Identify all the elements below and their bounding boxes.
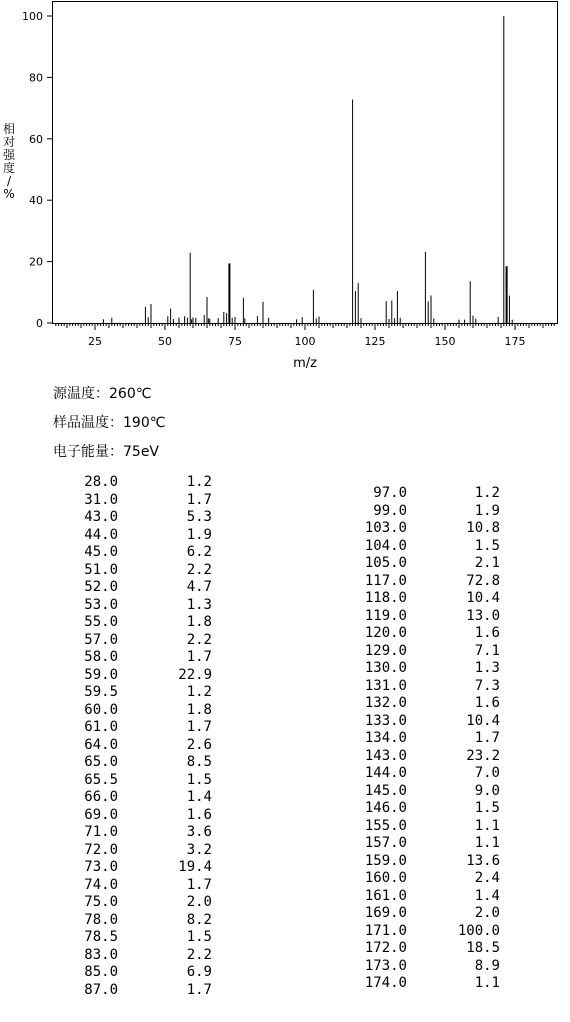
peak-row [280,818,570,836]
relative-intensity: 7.3 [474,677,500,694]
peak-row [280,853,570,871]
peak-row [0,614,280,632]
mz-value: 60.0 [84,701,118,718]
peak-row [280,923,570,941]
peak-row [0,579,280,597]
peak-row [280,905,570,923]
relative-intensity: 1.6 [186,806,212,823]
x-axis-label: m/z [293,356,317,371]
mz-value: 134.0 [364,730,407,746]
relative-intensity: 1.1 [474,817,500,834]
peak-row [0,544,280,562]
relative-intensity: 2.1 [474,555,500,571]
relative-intensity: 2.0 [186,894,212,910]
relative-intensity: 2.0 [474,905,500,921]
relative-intensity: 1.7 [186,981,212,998]
mz-value: 74.0 [84,876,118,893]
mz-value: 87.0 [84,981,118,998]
y-tick-label: 0 [36,317,43,330]
y-axis-label [3,121,16,201]
relative-intensity: 7.1 [474,642,500,659]
y-axis-label-char: 相 [2,122,16,136]
mz-value: 78.5 [84,929,118,945]
relative-intensity: 1.2 [186,684,212,700]
mz-value: 155.0 [364,817,407,834]
peak-bars [103,16,512,323]
plot-frame [53,2,558,324]
mz-value: 73.0 [84,859,118,875]
peak-row [0,702,280,720]
mz-value: 72.0 [84,841,118,858]
mz-value: 171.0 [364,922,407,939]
mz-value: 71.0 [84,824,118,840]
mz-value: 157.0 [364,835,407,851]
peak-row [280,573,570,591]
mz-value: 146.0 [364,800,407,816]
peak-row [0,947,280,965]
peak-row [0,894,280,912]
relative-intensity: 13.6 [466,852,500,869]
relative-intensity: 1.1 [474,975,500,991]
peak-row [280,555,570,573]
peak-row [280,590,570,608]
relative-intensity: 3.2 [186,841,212,858]
x-axis [56,323,554,348]
electron-energy: 电子能量：75eV [53,444,160,460]
peak-row [280,888,570,906]
peak-row [280,730,570,748]
peak-row [0,877,280,895]
y-tick-label: 40 [29,194,43,208]
relative-intensity: 1.5 [186,929,212,945]
relative-intensity: 1.7 [186,719,212,735]
relative-intensity: 1.2 [474,485,500,501]
y-tick-label: 60 [29,132,43,146]
x-tick-label: 50 [158,335,172,348]
mz-value: 64.0 [84,736,118,753]
mz-value: 97.0 [373,485,407,501]
mz-value: 66.0 [84,789,118,805]
mz-value: 75.0 [84,894,118,910]
peak-row [0,562,280,580]
relative-intensity: 1.5 [474,800,500,816]
peak-row [0,684,280,702]
y-tick-label: 100 [22,10,43,23]
peak-row [280,695,570,713]
peak-row [280,783,570,801]
mz-value: 58.0 [84,649,118,665]
peak-row [0,632,280,650]
relative-intensity: 1.5 [186,771,212,788]
relative-intensity: 1.4 [186,789,212,805]
relative-intensity: 13.0 [466,607,500,624]
relative-intensity: 10.4 [466,712,500,729]
peak-row [280,870,570,888]
peak-row [0,527,280,545]
relative-intensity: 1.7 [186,491,212,508]
relative-intensity: 5.3 [186,509,212,525]
relative-intensity: 2.2 [186,561,212,578]
peak-row [0,754,280,772]
peak-row [280,485,570,503]
x-tick-label: 175 [504,335,526,348]
mz-value: 120.0 [364,625,407,641]
peak-row [280,958,570,976]
peak-row [280,660,570,678]
peak-row [280,520,570,538]
relative-intensity: 1.3 [186,596,212,613]
mz-value: 129.0 [364,642,407,659]
mz-value: 131.0 [364,677,407,694]
relative-intensity: 4.7 [186,579,212,595]
mz-value: 59.5 [84,684,118,700]
mz-value: 99.0 [373,502,407,519]
mz-value: 28.0 [84,474,118,490]
peak-row [0,982,280,1000]
peak-row [280,940,570,958]
relative-intensity: 1.2 [186,474,212,490]
y-axis-label-char: / [6,174,12,188]
relative-intensity: 10.8 [466,520,500,536]
peak-row [280,713,570,731]
peak-row [0,772,280,790]
mz-value: 174.0 [364,975,407,991]
mz-value: 173.0 [364,957,407,974]
relative-intensity: 72.8 [466,572,500,589]
relative-intensity: 10.4 [466,590,500,606]
peak-row [0,842,280,860]
relative-intensity: 2.2 [186,946,212,963]
mz-value: 61.0 [84,719,118,735]
relative-intensity: 18.5 [466,940,500,956]
mz-value: 105.0 [364,555,407,571]
relative-intensity: 1.6 [474,625,500,641]
mz-value: 57.0 [84,631,118,648]
mz-value: 52.0 [84,579,118,595]
peak-row [280,503,570,521]
mz-value: 69.0 [84,806,118,823]
peak-row [0,719,280,737]
relative-intensity: 1.8 [186,614,212,630]
x-tick-label: 150 [434,335,456,348]
y-tick-label: 80 [29,71,43,85]
peak-row [280,608,570,626]
peak-row [0,859,280,877]
peak-row [0,929,280,947]
mz-value: 59.0 [84,666,118,683]
mz-value: 133.0 [364,712,407,729]
mz-value: 45.0 [84,544,118,560]
peak-row [0,649,280,667]
y-axis-label-char: 对 [2,135,16,149]
peak-row [0,667,280,685]
mz-value: 159.0 [364,852,407,869]
sample-temperature: 样品温度：190℃ [53,415,166,431]
x-tick-label: 125 [364,335,386,348]
peak-row [280,678,570,696]
relative-intensity: 8.2 [186,911,212,928]
relative-intensity: 1.3 [474,660,500,676]
mz-value: 161.0 [364,887,407,904]
mz-value: 44.0 [84,526,118,543]
mz-value: 160.0 [364,870,407,886]
peak-row [280,538,570,556]
relative-intensity: 8.5 [186,754,212,770]
relative-intensity: 8.9 [474,957,500,974]
y-axis-label-char: 度 [2,161,16,175]
mz-value: 85.0 [84,964,118,980]
relative-intensity: 1.1 [474,835,500,851]
peak-row [280,800,570,818]
x-tick-label: 100 [294,335,316,348]
mz-value: 103.0 [364,520,407,536]
relative-intensity: 6.2 [186,544,212,560]
peak-row [280,625,570,643]
relative-intensity: 1.7 [186,649,212,665]
mz-value: 130.0 [364,660,407,676]
peak-row [0,492,280,510]
peak-row [280,643,570,661]
mz-value: 119.0 [364,607,407,624]
y-axis-label-char: 强 [2,148,16,162]
mz-value: 144.0 [364,765,407,781]
mz-value: 65.5 [84,771,118,788]
peak-table-right [280,485,570,993]
mz-value: 83.0 [84,946,118,963]
peak-row [0,964,280,982]
relative-intensity: 2.4 [474,870,500,886]
peak-table-left [0,474,280,999]
relative-intensity: 19.4 [178,859,212,875]
mz-value: 117.0 [364,572,407,589]
mz-value: 78.0 [84,911,118,928]
relative-intensity: 1.8 [186,701,212,718]
mz-value: 143.0 [364,747,407,764]
mz-value: 132.0 [364,695,407,711]
peak-row [0,912,280,930]
relative-intensity: 1.6 [474,695,500,711]
peak-row [0,824,280,842]
peak-row [0,789,280,807]
relative-intensity: 1.4 [474,887,500,904]
mz-value: 51.0 [84,561,118,578]
relative-intensity: 100.0 [457,922,500,939]
peak-row [280,975,570,993]
relative-intensity: 23.2 [466,747,500,764]
relative-intensity: 2.2 [186,631,212,648]
mz-value: 169.0 [364,905,407,921]
peak-row [0,474,280,492]
mass-spectrum-chart [0,0,570,380]
peak-row [0,807,280,825]
relative-intensity: 1.5 [474,537,500,554]
mz-value: 53.0 [84,596,118,613]
peak-row [0,597,280,615]
y-axis [22,10,53,330]
peak-row [0,737,280,755]
relative-intensity: 1.9 [186,526,212,543]
relative-intensity: 22.9 [178,666,212,683]
x-tick-label: 25 [88,335,102,348]
peak-row [280,748,570,766]
relative-intensity: 7.0 [474,765,500,781]
peak-row [0,509,280,527]
x-tick-label: 75 [228,335,242,348]
relative-intensity: 1.7 [474,730,500,746]
relative-intensity: 1.9 [474,502,500,519]
source-temperature: 源温度：260℃ [53,386,152,402]
mz-value: 172.0 [364,940,407,956]
relative-intensity: 3.6 [186,824,212,840]
relative-intensity: 9.0 [474,782,500,799]
mz-value: 145.0 [364,782,407,799]
mz-value: 43.0 [84,509,118,525]
mz-value: 118.0 [364,590,407,606]
relative-intensity: 6.9 [186,964,212,980]
relative-intensity: 2.6 [186,736,212,753]
mz-value: 104.0 [364,537,407,554]
peak-row [280,835,570,853]
peak-row [280,765,570,783]
y-axis-label-char: % [3,187,15,201]
y-tick-label: 20 [29,255,43,269]
mz-value: 31.0 [84,491,118,508]
relative-intensity: 1.7 [186,876,212,893]
mz-value: 65.0 [84,754,118,770]
mz-value: 55.0 [84,614,118,630]
